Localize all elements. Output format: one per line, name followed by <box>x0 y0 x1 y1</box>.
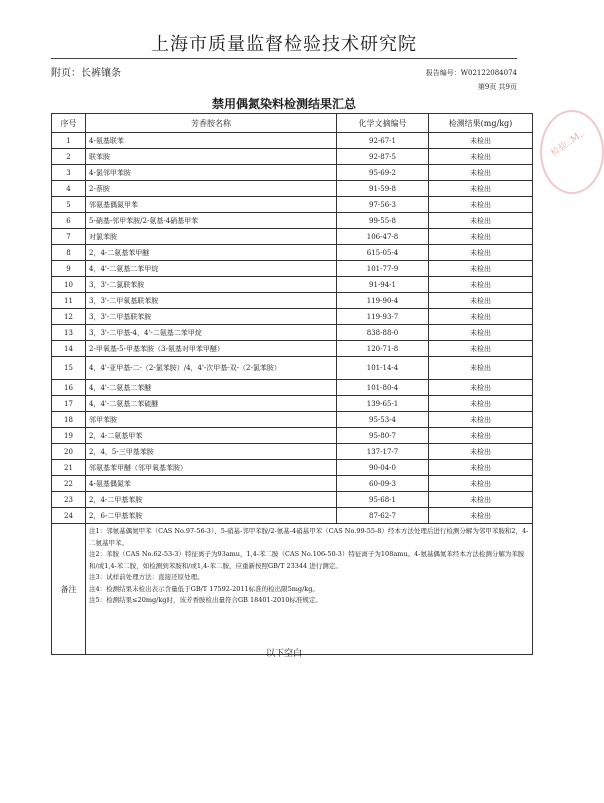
report-meta <box>426 66 517 94</box>
table-row <box>52 133 533 149</box>
row-name: 4-氨基联苯 <box>86 133 337 149</box>
row-result: 未检出 <box>429 444 533 460</box>
row-seq: 11 <box>52 293 86 309</box>
row-cas: 91-94-1 <box>337 277 429 293</box>
row-cas: 101-14-4 <box>337 357 429 380</box>
col-header-name: 芳香胺名称 <box>86 114 337 133</box>
table-row <box>52 341 533 357</box>
notes-cell <box>86 524 533 655</box>
table-row <box>52 309 533 325</box>
table-row <box>52 197 533 213</box>
row-cas: 99-55-8 <box>337 213 429 229</box>
row-name: 3，3'-二甲基联苯胺 <box>86 309 337 325</box>
row-seq: 22 <box>52 476 86 492</box>
report-number: 报告编号：W02122084074 <box>425 69 517 77</box>
row-result: 未检出 <box>429 325 533 341</box>
table-row <box>52 149 533 165</box>
row-seq: 19 <box>52 428 86 444</box>
table-row <box>52 165 533 181</box>
row-seq: 20 <box>52 444 86 460</box>
table-header-row <box>52 114 533 133</box>
table-row <box>52 508 533 524</box>
table-row <box>52 293 533 309</box>
col-header-seq: 序号 <box>52 114 86 133</box>
row-seq: 16 <box>52 380 86 396</box>
row-result: 未检出 <box>429 412 533 428</box>
notes-label: 备注 <box>52 524 86 655</box>
row-seq: 1 <box>52 133 86 149</box>
row-seq: 6 <box>52 213 86 229</box>
row-cas: 101-77-9 <box>337 261 429 277</box>
row-seq: 2 <box>52 149 86 165</box>
row-name: 2，6-二甲基苯胺 <box>86 508 337 524</box>
row-cas: 615-05-4 <box>337 245 429 261</box>
header-divider <box>51 58 517 59</box>
row-result: 未检出 <box>429 460 533 476</box>
row-seq: 7 <box>52 229 86 245</box>
row-seq: 21 <box>52 460 86 476</box>
table-title: 禁用偶氮染料检测结果汇总 <box>211 97 356 111</box>
row-cas: 139-65-1 <box>337 396 429 412</box>
row-cas: 92-67-1 <box>337 133 429 149</box>
row-result: 未检出 <box>429 380 533 396</box>
row-result: 未检出 <box>429 181 533 197</box>
note-3: 注3：试样前处理方法：直接还原处理。 <box>89 573 204 581</box>
row-name: 3，3'-二氯联苯胺 <box>86 277 337 293</box>
row-result: 未检出 <box>429 492 533 508</box>
row-cas: 92-87-5 <box>337 149 429 165</box>
row-cas: 95-53-4 <box>337 412 429 428</box>
table-row <box>52 492 533 508</box>
note-1: 注1：邻氨基偶氮甲苯（CAS No.97-56-3）、5-硝基-邻甲苯胺/2-氨基-4硝基甲苯（CAS No.99-55-8）经本方法处理后进行检测分解为邻甲苯胺和2，4-二氨基甲苯。 <box>89 527 529 547</box>
row-name: 4，4'-二氨基二苯硫醚 <box>86 396 337 412</box>
row-result: 未检出 <box>429 293 533 309</box>
row-seq: 13 <box>52 325 86 341</box>
table-row <box>52 428 533 444</box>
row-name: 2，4，5-三甲基苯胺 <box>86 444 337 460</box>
row-result: 未检出 <box>429 245 533 261</box>
row-name: 4-氯邻甲苯胺 <box>86 165 337 181</box>
row-seq: 14 <box>52 341 86 357</box>
row-cas: 95-80-7 <box>337 428 429 444</box>
row-cas: 95-68-1 <box>337 492 429 508</box>
row-seq: 5 <box>52 197 86 213</box>
row-cas: 97-56-3 <box>337 197 429 213</box>
row-seq: 8 <box>52 245 86 261</box>
table-row <box>52 460 533 476</box>
row-name: 4-氨基偶氮苯 <box>86 476 337 492</box>
row-name: 2，4-二甲基苯胺 <box>86 492 337 508</box>
row-result: 未检出 <box>429 357 533 380</box>
row-name: 5-硝基-邻甲苯胺/2-氨基-4硝基甲苯 <box>86 213 337 229</box>
page-indicator: 第9页 共9页 <box>477 83 517 91</box>
row-name: 4，4'-二氨基二苯醚 <box>86 380 337 396</box>
table-row <box>52 380 533 396</box>
row-name: 2，4-二氨基甲苯 <box>86 428 337 444</box>
row-seq: 4 <box>52 181 86 197</box>
row-name: 4，4'-二氨基二苯甲烷 <box>86 261 337 277</box>
row-result: 未检出 <box>429 508 533 524</box>
row-seq: 15 <box>52 357 86 380</box>
table-row <box>52 396 533 412</box>
row-seq: 9 <box>52 261 86 277</box>
row-cas: 137-17-7 <box>337 444 429 460</box>
table-row <box>52 444 533 460</box>
row-result: 未检出 <box>429 213 533 229</box>
row-seq: 3 <box>52 165 86 181</box>
row-cas: 90-04-0 <box>337 460 429 476</box>
row-name: 邻氨基苯甲醚（邻甲氧基苯胺） <box>86 460 337 476</box>
row-name: 对氯苯胺 <box>86 229 337 245</box>
row-result: 未检出 <box>429 277 533 293</box>
azo-results-table <box>51 113 533 655</box>
table-row <box>52 476 533 492</box>
row-name: 邻甲苯胺 <box>86 412 337 428</box>
row-name: 4，4'-亚甲基-二-（2-氯苯胺）/4，4'-次甲基-双-（2-氯苯胺） <box>86 357 337 380</box>
row-seq: 10 <box>52 277 86 293</box>
row-result: 未检出 <box>429 197 533 213</box>
row-cas: 838-88-0 <box>337 325 429 341</box>
row-cas: 91-59-8 <box>337 181 429 197</box>
notes-row <box>52 524 533 655</box>
row-seq: 18 <box>52 412 86 428</box>
institute-title: 上海市质量监督检验技术研究院 <box>151 34 417 55</box>
row-name: 3，3'-二甲氧基联苯胺 <box>86 293 337 309</box>
table-row <box>52 229 533 245</box>
row-result: 未检出 <box>429 309 533 325</box>
note-2: 注2：苯胺（CAS No.62-53-3）特征离子为93amu，1,4-苯二胺（CAS No.106-50-3）特征离子为108amu。4-氨基偶氮苯经本方法检测分解为苯胺和/或1,4-苯二胺，如检测到苯胺和/或1,4-苯二胺，应重新按照GB/T 23344 进行测定。 <box>89 550 525 570</box>
row-cas: 101-80-4 <box>337 380 429 396</box>
attachment-label: 附页：长裤镶条 <box>51 68 121 79</box>
row-result: 未检出 <box>429 428 533 444</box>
row-seq: 17 <box>52 396 86 412</box>
table-row <box>52 261 533 277</box>
table-row <box>52 357 533 380</box>
row-result: 未检出 <box>429 476 533 492</box>
row-cas: 119-90-4 <box>337 293 429 309</box>
row-result: 未检出 <box>429 165 533 181</box>
col-header-result: 检测结果(mg/kg) <box>429 114 533 133</box>
row-result: 未检出 <box>429 341 533 357</box>
row-name: 邻氨基偶氮甲苯 <box>86 197 337 213</box>
row-seq: 23 <box>52 492 86 508</box>
row-cas: 95-69-2 <box>337 165 429 181</box>
table-row <box>52 277 533 293</box>
blank-below-label: 以下空白 <box>265 649 302 659</box>
row-cas: 106-47-8 <box>337 229 429 245</box>
row-seq: 24 <box>52 508 86 524</box>
col-header-cas: 化学文摘编号 <box>337 114 429 133</box>
seal-stamp: 检验..M.. <box>540 110 604 194</box>
row-seq: 12 <box>52 309 86 325</box>
table-row <box>52 325 533 341</box>
row-name: 2-萘胺 <box>86 181 337 197</box>
table-row <box>52 412 533 428</box>
row-result: 未检出 <box>429 229 533 245</box>
row-cas: 120-71-8 <box>337 341 429 357</box>
row-result: 未检出 <box>429 261 533 277</box>
row-result: 未检出 <box>429 396 533 412</box>
row-name: 3，3'-二甲基-4，4'-二氨基二苯甲烷 <box>86 325 337 341</box>
table-row <box>52 213 533 229</box>
row-result: 未检出 <box>429 149 533 165</box>
row-result: 未检出 <box>429 133 533 149</box>
note-5: 注5：检测结果≤20mg/kg时，该芳香胺检出量符合GB 18401-2010标准规定。 <box>89 596 322 604</box>
note-4: 注4：检测结果未检出表示含量低于GB/T 17592-2011标准的检出限5mg/kg。 <box>89 584 319 593</box>
row-name: 联苯胺 <box>86 149 337 165</box>
table-row <box>52 181 533 197</box>
row-name: 2，4-二氨基苯甲醚 <box>86 245 337 261</box>
row-cas: 119-93-7 <box>337 309 429 325</box>
row-name: 2-甲氧基-5-甲基苯胺（3-氨基对甲苯甲醚） <box>86 341 337 357</box>
row-cas: 60-09-3 <box>337 476 429 492</box>
row-cas: 87-62-7 <box>337 508 429 524</box>
table-row <box>52 245 533 261</box>
